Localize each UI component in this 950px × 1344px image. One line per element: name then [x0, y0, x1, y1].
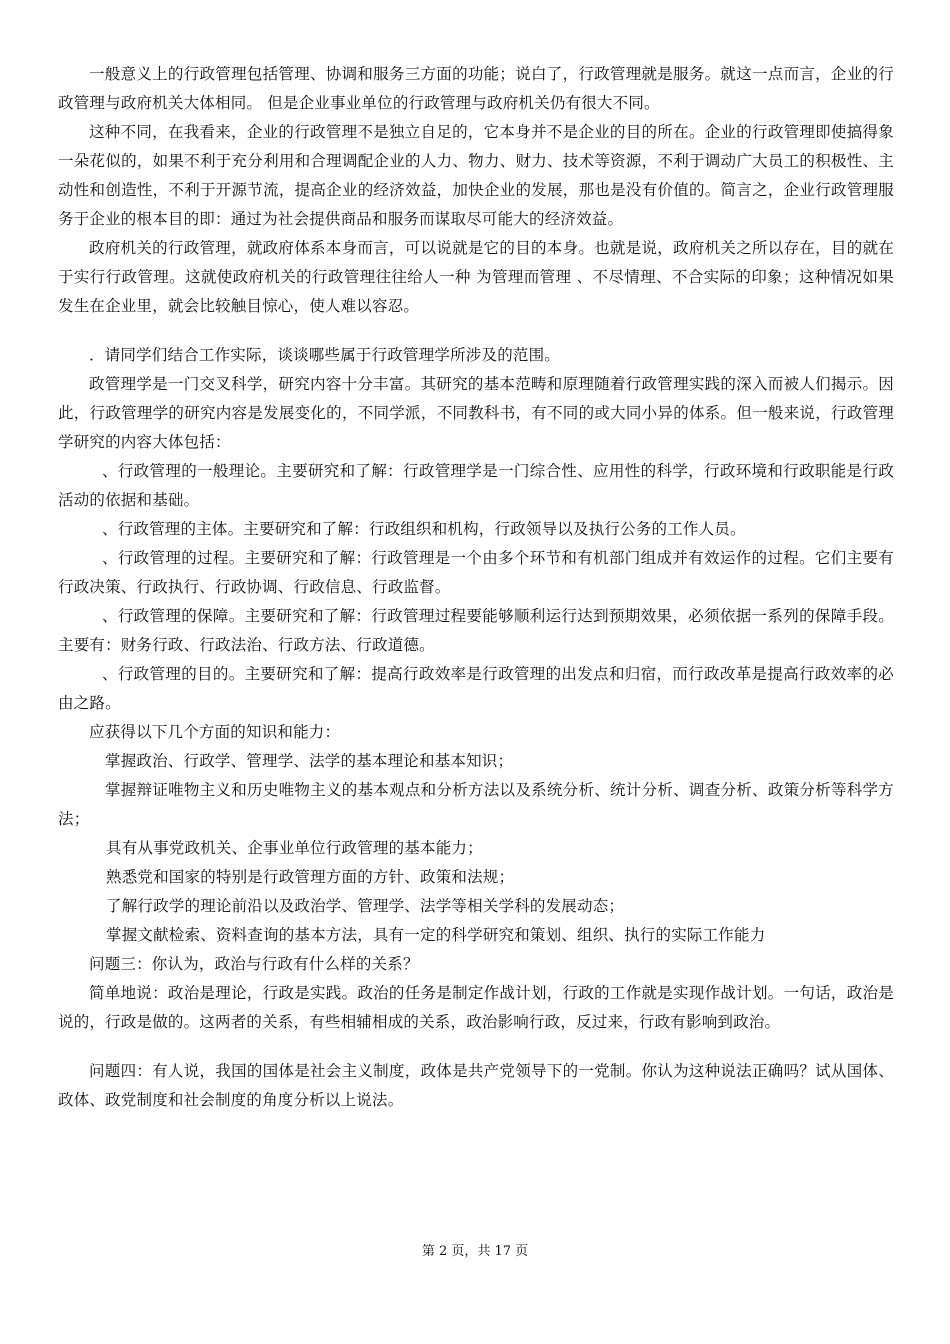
page-footer: 第 2 页，共 17 页: [421, 1244, 529, 1259]
ability-item-methods: 掌握辩证唯物主义和历史唯物主义的基本观点和分析方法以及系统分析、统计分析、调查分析、政策分析等科学方法；: [58, 781, 894, 828]
document-body: [58, 60, 894, 1115]
ability-item-theory: 掌握政治、行政学、管理学、法学的基本理论和基本知识；: [105, 752, 514, 770]
list-item-guarantee: 、行政管理的保障。主要研究和了解：行政管理过程要能够顺利运行达到预期效果，必须依据一系列的保障手段。主要有：财务行政、行政法治、行政方法、行政道德。: [58, 607, 894, 654]
ability-item-policy: 熟悉党和国家的特别是行政管理方面的方针、政策和法规；: [106, 868, 515, 886]
paragraph-admin-functions: 一般意义上的行政管理包括管理、协调和服务三方面的功能；说白了，行政管理就是服务。就这一点而言，企业的行政管理与政府机关大体相同。 但是企业事业单位的行政管理与政府机关仍有很大不同。: [58, 65, 894, 112]
paragraph-government-admin: 政府机关的行政管理，就政府体系本身而言，可以说就是它的目的本身。也就是说，政府机关之所以存在，目的就在于实行行政管理。这就使政府机关的行政管理往往给人一种 为管理而管理 、不尽情理、不合实际的印象；这种情况如果发生在企业里，就会比较触目惊心，使人难以容忍。: [58, 239, 894, 315]
paragraph-discipline-intro: 政管理学是一门交叉科学，研究内容十分丰富。其研究的基本范畴和原理随着行政管理实践的深入而被人们揭示。因此，行政管理学的研究内容是发展变化的，不同学派，不同教科书，有不同的或大同小异的体系。但一般来说，行政管理学研究的内容大体包括：: [58, 375, 894, 451]
list-item-purpose: 、行政管理的目的。主要研究和了解：提高行政效率是行政管理的出发点和归宿，而行政改革是提高行政效率的必由之路。: [58, 665, 894, 712]
question-scope: ．请同学们结合工作实际，谈谈哪些属于行政管理学所涉及的范围。: [89, 346, 561, 364]
ability-item-research: 掌握文献检索、资料查询的基本方法，具有一定的科学研究和策划、组织、执行的实际工作能力: [106, 926, 766, 944]
ability-item-practice: 具有从事党政机关、企事业单位行政管理的基本能力；: [106, 839, 483, 857]
paragraph-enterprise-admin: 这种不同，在我看来，企业的行政管理不是独立自足的，它本身并不是企业的目的所在。企业的行政管理即使搞得象一朵花似的，如果不利于充分利用和合理调配企业的人力、物力、财力、技术等资源，不利于调动广大员工的积极性、主动性和创造性，不利于开源节流，提高企业的经济效益，加快企业的发展，那也是没有价值的。简言之，企业行政管理服务于企业的根本目的即：通过为社会提供商品和服务而谋取尽可能大的经济效益。: [58, 123, 894, 228]
question-three: 问题三：你认为，政治与行政有什么样的关系？: [89, 955, 419, 973]
list-item-process: 、行政管理的过程。主要研究和了解：行政管理是一个由多个环节和有机部门组成并有效运作的过程。它们主要有行政决策、行政执行、行政协调、行政信息、行政监督。: [58, 549, 894, 596]
question-four: 问题四：有人说，我国的国体是社会主义制度，政体是共产党领导下的一党制。你认为这种说法正确吗？试从国体、政体、政党制度和社会制度的角度分析以上说法。: [58, 1062, 894, 1109]
list-item-subject: 、行政管理的主体。主要研究和了解：行政组织和机构，行政领导以及执行公务的工作人员。: [102, 520, 746, 538]
answer-three: 简单地说：政治是理论，行政是实践。政治的任务是制定作战计划，行政的工作就是实现作战计划。一句话，政治是说的，行政是做的。这两者的关系，有些相辅相成的关系，政治影响行政，反过来，行政有影响到政治。: [58, 984, 894, 1031]
paragraph-abilities-intro: 应获得以下几个方面的知识和能力：: [89, 723, 341, 741]
ability-item-frontier: 了解行政学的理论前沿以及政治学、管理学、法学等相关学科的发展动态；: [106, 897, 625, 915]
list-item-general-theory: 、行政管理的一般理论。主要研究和了解：行政管理学是一门综合性、应用性的科学，行政环境和行政职能是行政活动的依据和基础。: [58, 462, 894, 509]
